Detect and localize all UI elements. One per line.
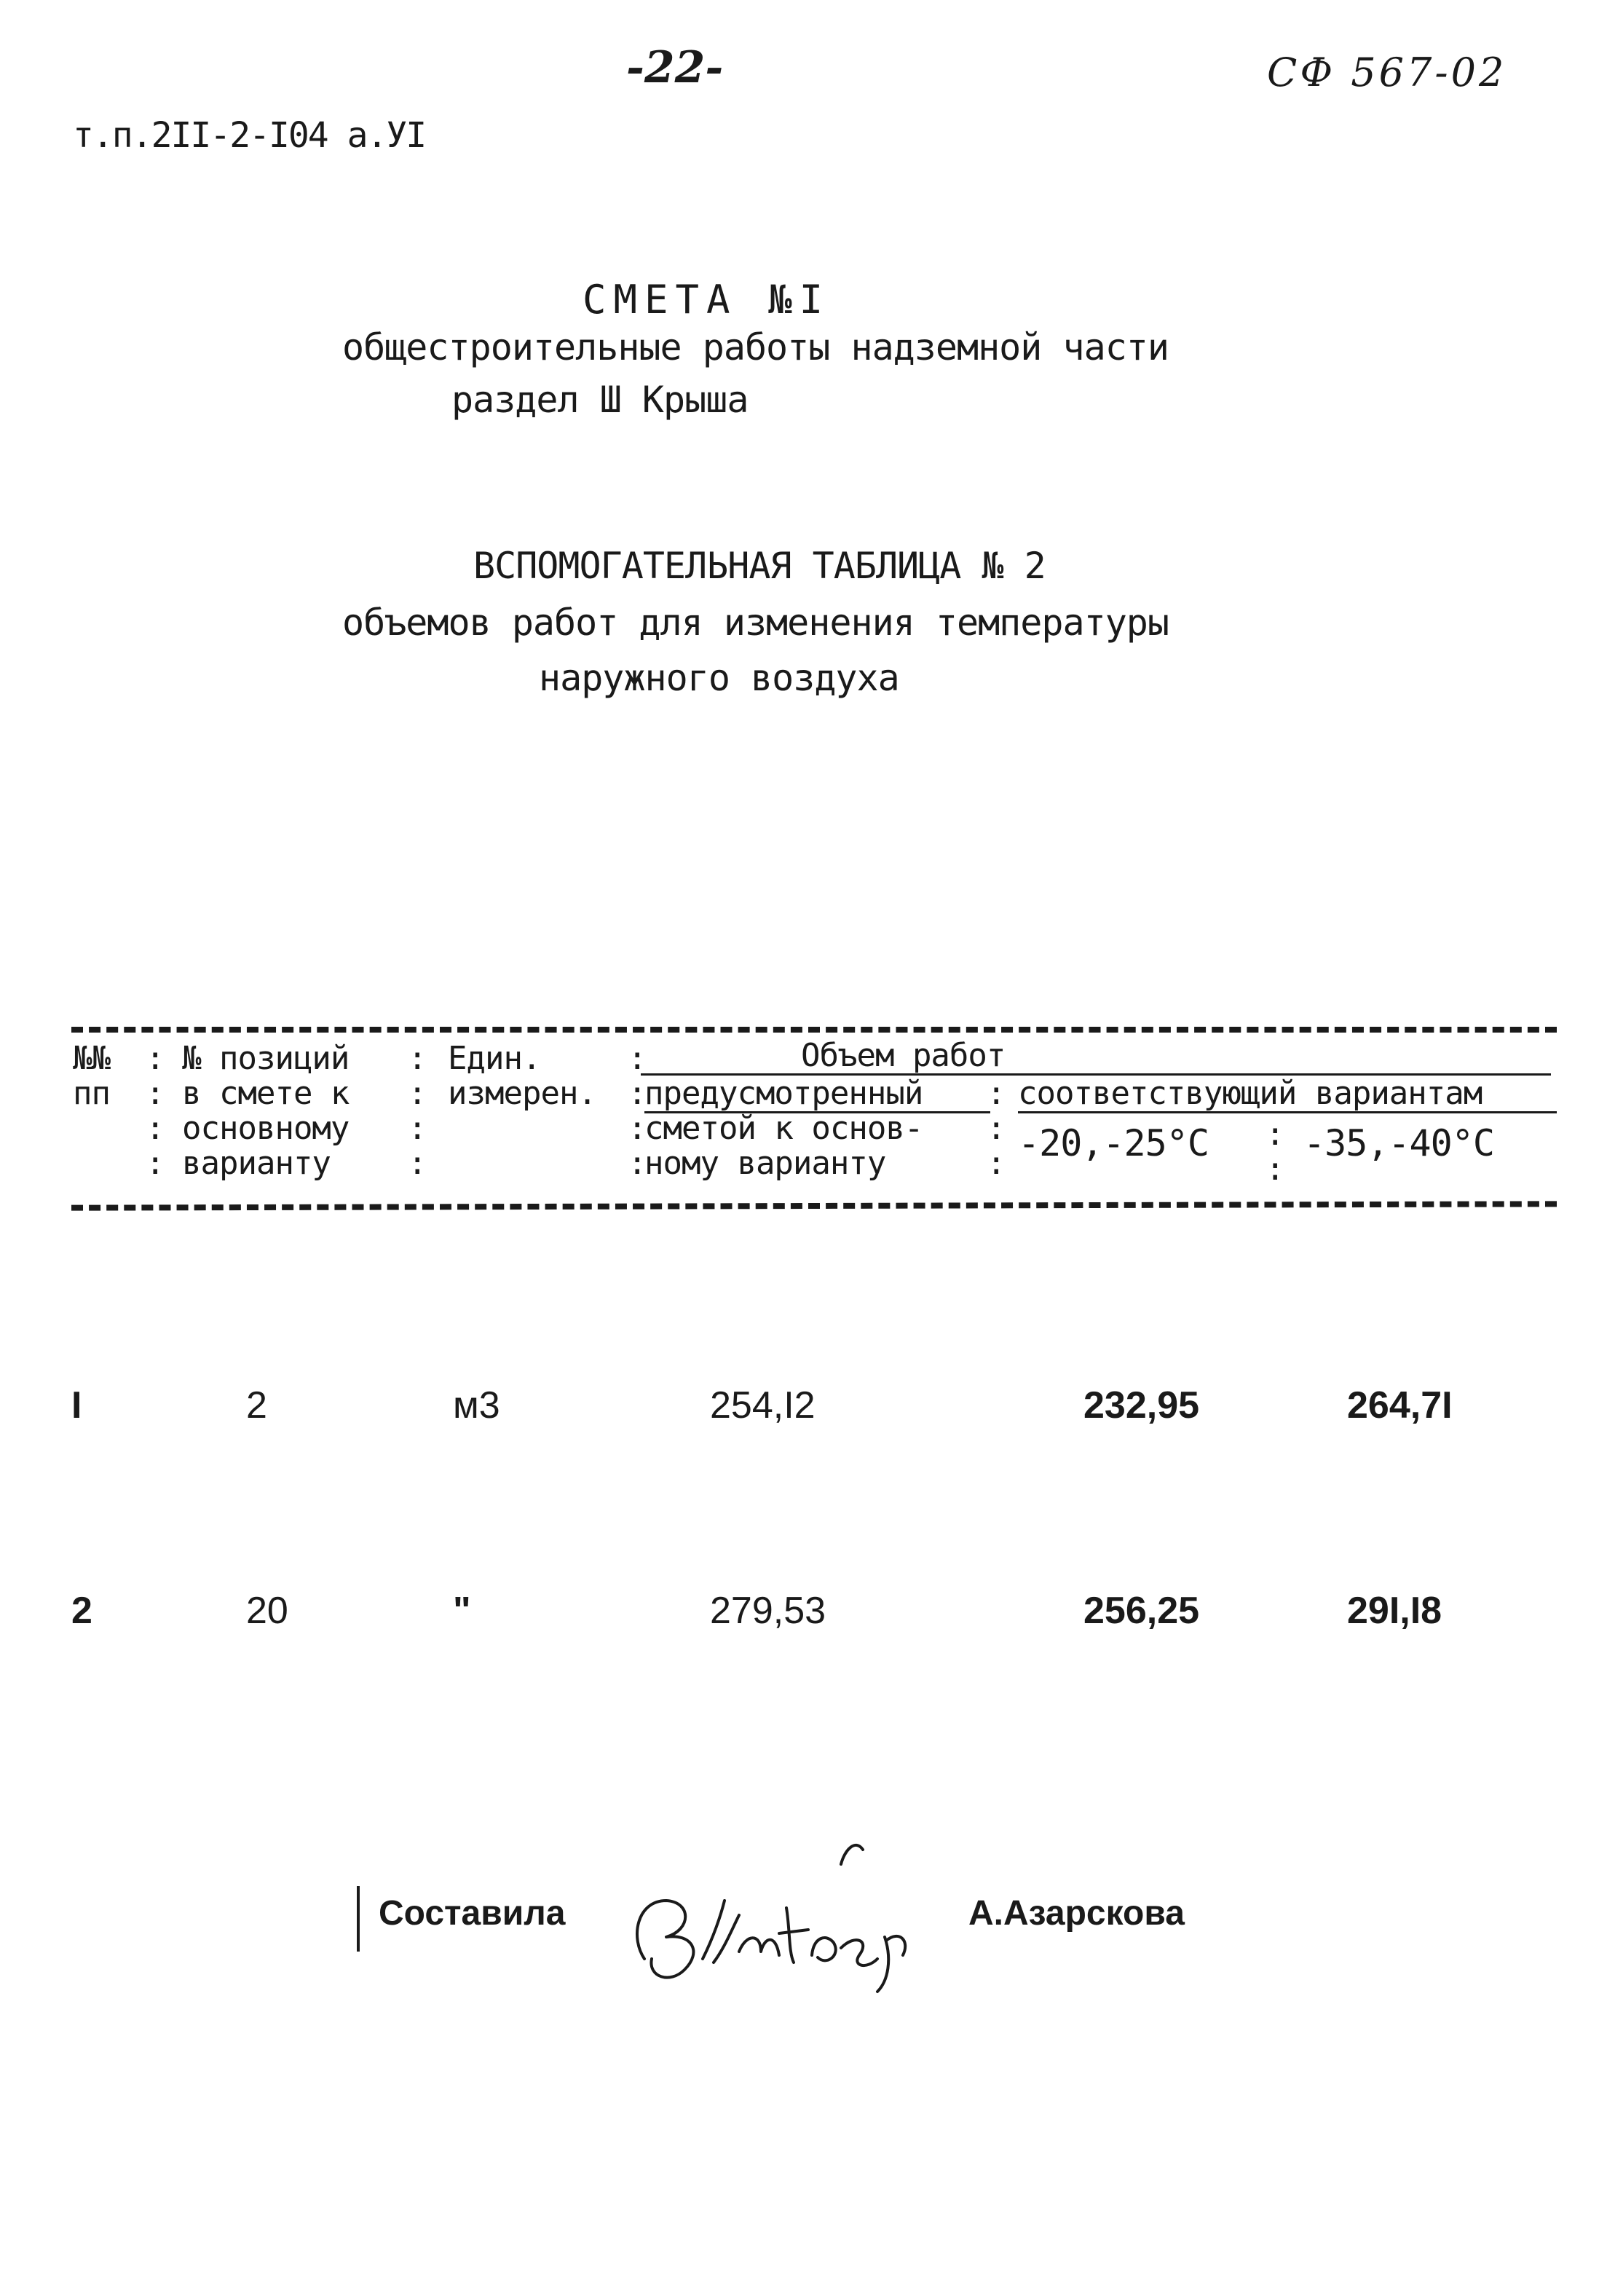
cell-position: 20 xyxy=(246,1590,288,1632)
table-header-bottom-rule xyxy=(71,1201,1557,1210)
table-top-rule xyxy=(71,1027,1557,1033)
column-separator: : : : : xyxy=(408,1040,427,1182)
column-separator: : : : : xyxy=(146,1040,165,1182)
page-number: -22- xyxy=(626,42,724,93)
cell-row-number: I xyxy=(71,1384,82,1427)
header-underline xyxy=(1018,1111,1557,1113)
cell-variant-1-volume: 256,25 xyxy=(1083,1590,1200,1632)
header-underline xyxy=(644,1111,990,1113)
header-position: № позиций в смете к основному варианту xyxy=(182,1040,350,1182)
estimate-section: раздел Ш Крыша xyxy=(451,379,749,421)
archive-code: СФ 567-02 xyxy=(1267,50,1507,95)
header-variant-1: -20,-25°С xyxy=(1018,1122,1209,1164)
cell-variant-2-volume: 29I,I8 xyxy=(1347,1590,1442,1632)
column-separator: : : xyxy=(1266,1116,1285,1188)
header-variants-group: соответствующий вариантам xyxy=(1018,1075,1482,1112)
aux-table-subtitle-line-1: объемов работ для изменения температуры xyxy=(342,601,1169,644)
handwritten-signature xyxy=(623,1813,928,2003)
column-separator: : : : xyxy=(987,1075,1006,1182)
header-row-number: №№ пп xyxy=(73,1040,110,1112)
cell-base-volume: 279,53 xyxy=(710,1590,826,1632)
cell-unit: м3 xyxy=(453,1384,500,1427)
estimate-title: СМЕТА №I xyxy=(583,277,831,323)
cell-row-number: 2 xyxy=(71,1590,92,1632)
margin-mark xyxy=(357,1886,360,1952)
cell-variant-1-volume: 232,95 xyxy=(1083,1384,1200,1427)
project-reference: т.п.2II-2-I04 а.УI xyxy=(73,115,426,156)
estimate-subtitle: общестроительные работы надземной части xyxy=(342,326,1169,368)
cell-position: 2 xyxy=(246,1384,267,1427)
cell-variant-2-volume: 264,7I xyxy=(1347,1384,1453,1427)
compiler-name: А.Азарскова xyxy=(968,1894,1185,1933)
cell-unit: " xyxy=(453,1590,471,1632)
cell-base-volume: 254,I2 xyxy=(710,1384,816,1427)
compiled-by-label: Составила xyxy=(379,1894,566,1933)
header-unit: Един. измерен. xyxy=(448,1040,596,1112)
header-volume-group: Объем работ xyxy=(801,1037,1006,1074)
header-base-variant: предусмотренный сметой к основ- ному варианту xyxy=(644,1075,923,1182)
column-separator: : : : : xyxy=(628,1040,647,1182)
aux-table-title: ВСПОМОГАТЕЛЬНАЯ ТАБЛИЦА № 2 xyxy=(473,545,1046,587)
aux-table-subtitle-line-2: наружного воздуха xyxy=(539,657,899,699)
header-variant-2: -35,-40°С xyxy=(1303,1122,1494,1164)
